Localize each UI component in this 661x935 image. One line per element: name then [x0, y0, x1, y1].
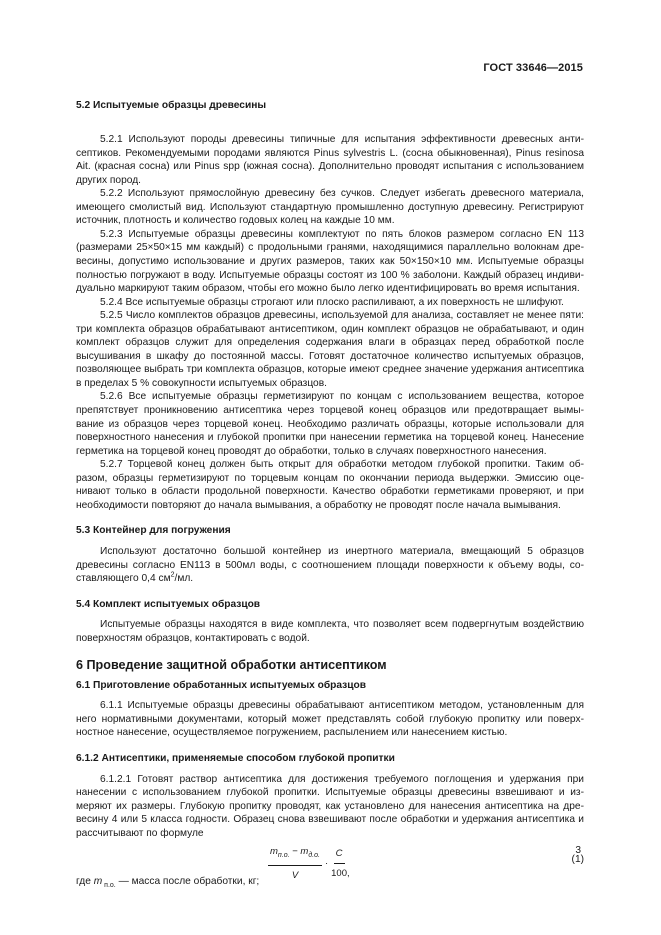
- paragraph-5-2-2: 5.2.2 Используют прямослойную древесину без сучков. Следует избегать древесного материала, имеющего смолистый вид. Используют стандартную промышленно доступную древесину. Регистрируют источник, плотность и количество годовых колец на каждые 10 мм.: [76, 188, 584, 227]
- equation-number: (1): [571, 854, 584, 866]
- formula-1: [76, 841, 584, 881]
- section-title-5-4: 5.4 Комплект испытуемых образцов: [76, 598, 261, 610]
- superscript-2: 2: [170, 571, 175, 579]
- minus-sign: −: [289, 846, 301, 858]
- paragraph-5-2-3: 5.2.3 Испытуемые образцы древесины комплектуют по пять блоков размером согласно EN 113 (размерами 25×50×15 мм каждый) с продольными гранями, находящимися параллельно волокнам древесины, допустимо использование и других размеров, таких как 50×150×10 мм. Испытуемые образцы полностью погружают в воду. Испытуемые образцы состоят из 100 % заболони. Каждый образец индивидуально маркируют таким образом, чтобы его можно было легко идентифицировать во время испытания.: [76, 228, 584, 295]
- paragraph-5-2-5: 5.2.5 Число комплектов образцов древесины, используемой для анализа, составляет не менее пяти: три комплекта образцов обрабатывают антисептиком, один комплект образцов не обрабатывают, и один комплект образцов служит для определения содержания влаги в образцах перед обработкой после высушивания в шкафу до постоянной массы. Готовят достаточное количество испытуемых образцов, позволяющее выбрать три комплекта образцов, которые имеют среднее значение удержания антисептика в пределах 5 % совокупности испытуемых образцов.: [76, 310, 584, 389]
- formula-expression: [268, 845, 350, 882]
- paragraph-5-2-4: 5.2.4 Все испытуемые образцы строгают или плоско распиливают, а их поверхность не шлифуют.: [100, 296, 564, 308]
- paragraph-6-1-2-1: 6.1.2.1 Готовят раствор антисептика для достижения требуемого поглощения и удержания при нанесении с использованием глубокой пропитки. Испытуемые образцы древесины взвешивают и измеряют их размеры. Глубокую пропитку проводят, как установлено для нанесения антисептика на древесину 4 или 5 класса годности. Образец снова взвешивают после обработки и удержания антисептика и рассчитывают по формуле: [76, 773, 584, 839]
- legend-mass-symbol: m: [93, 876, 103, 888]
- subscript-before: д.о.: [308, 852, 320, 860]
- paragraph-5-2-1: [76, 120, 584, 188]
- paragraph-5-2-6: 5.2.6 Все испытуемые образцы герметизируют по концам с использованием вещества, которое препятствует проникновению антисептика через торцевой конец образцов или предотвращает вымывание из образцов через торцевой конец. Необходимо различать образцы, которые использовали для поверхностного нанесения и глубокой пропитки при нанесении герметика на торцевой конец. Нанесение герметика на торцевой конец проводят до обработки, только в случаях поверхностного нанесения.: [76, 391, 584, 457]
- section-title-5-2: 5.2 Испытуемые образцы древесины: [76, 100, 267, 111]
- multiply-dot: ·: [324, 857, 329, 869]
- legend-text: — масса после обработки, кг;: [115, 876, 260, 888]
- paragraph-6-1-1: 6.1.1 Испытуемые образцы древесины обрабатывают антисептиком методом, установленным для него нормативными документами, который может представлять собой глубокую пропитку или поверхностное нанесение, осуществляемое погружением, распылением или нанесением кистью.: [76, 700, 584, 739]
- fraction-concentration: [331, 847, 347, 880]
- chapter-title-6: 6 Проведение защитной обработки антисептиком: [76, 658, 387, 673]
- section-title-6-1-2: 6.1.2 Антисептики, применяемые способом глубокой пропитки: [76, 752, 395, 764]
- page-number: 3: [575, 845, 581, 856]
- fraction-denominator: V: [291, 869, 299, 881]
- standard-number: ГОСТ 33646—2015: [483, 62, 583, 74]
- paragraph-5-3-text-b: /мл.: [174, 573, 194, 585]
- paragraph-5-4: Испытуемые образцы находятся в виде комплекта, что позволяет всем подвергнутым воздействию поверхностям образцов, контактировать с водой.: [76, 619, 584, 644]
- paragraph-5-2-7: 5.2.7 Торцевой конец должен быть открыт для обработки методом глубокой пропитки. Таким образом, образцы герметизируют по торцевым концам по окончании периода выдержки. Эмиссию оценивают только в области продольной поверхности. Качество обработки герметиками проверяют, и при необходимости повторяют до начала вымывания, а обработку не проводят после начала вымывания.: [76, 459, 584, 511]
- fraction-mass-over-volume: [268, 845, 322, 882]
- legend-prefix: где: [76, 876, 94, 888]
- formula-comma: ,: [347, 867, 350, 879]
- section-title-5-3: 5.3 Контейнер для погружения: [76, 525, 231, 537]
- paragraph-5-3: [76, 545, 584, 586]
- subscript-after: п.о.: [277, 852, 290, 860]
- document-body: [76, 92, 584, 893]
- mass-symbol: m: [300, 846, 309, 858]
- section-title-6-1: 6.1 Приготовление обработанных испытуемых образцов: [76, 679, 366, 691]
- fraction-numerator: [268, 845, 322, 865]
- fraction-numerator-c: C: [334, 847, 345, 864]
- paragraph-5-2-1-text: 5.2.1 Используют породы древесины типичные для испытания эффективности древесных антисептиков. Рекомендуемыми породами являются Pinus sylvestris L. (сосна обыкновенная), Pinus resinosa Ait. (красная сосна) или Pinus spp (южная сосна). Дополнительно проводят испытания с использованием других пород.: [76, 134, 584, 186]
- paragraph-5-3-text-a: Используют достаточно большой контейнер из инертного материала, вмещающий 5 образцов древесины согласно EN113 в 500мл воды, с соотношением площади поверхности к объему воды, составляющего 0,4 см: [76, 545, 584, 585]
- fraction-denominator-100: 100: [331, 867, 347, 879]
- mass-symbol: m: [270, 846, 278, 858]
- legend-subscript: п.о.: [102, 882, 116, 890]
